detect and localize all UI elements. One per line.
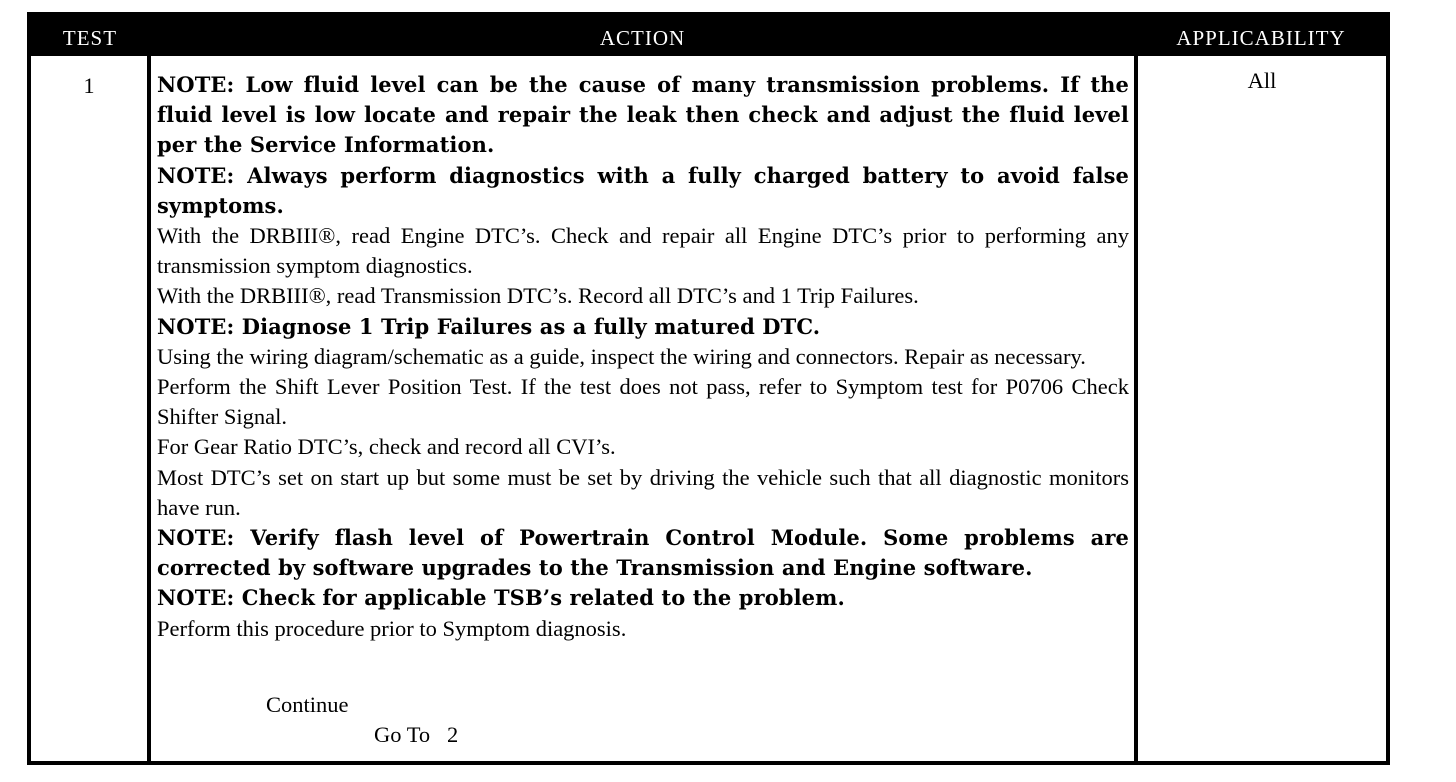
action-line-6: Using the wiring diagram/schematic as a guide, inspect the wiring and connectors. Repair as necessary. [157,343,1086,369]
action-line-1: NOTE: Low fluid level can be the cause of many transmission problems. If the fluid level is low locate and repair the leak then check and adjust the fluid level per the Service Information. [157,72,1129,158]
action-line-3: With the DRBIII®, read Engine DTC’s. Check and repair all Engine DTC’s prior to performing any transmission symptom diagnostics. [157,223,1129,279]
action-text [157,70,1129,644]
action-line-5: NOTE: Diagnose 1 Trip Failures as a fully matured DTC. [157,313,821,339]
action-line-7: Perform the Shift Lever Position Test. If the test does not pass, refer to Symptom test for P0706 Check Shifter Signal. [157,374,1129,430]
diagnostic-table [27,12,1390,765]
header-action: ACTION [599,26,686,50]
header-test: TEST [62,26,118,50]
applicability-value: All [1247,68,1277,93]
action-line-8: For Gear Ratio DTC’s, check and record all CVI’s. [157,434,616,460]
action-line-2: NOTE: Always perform diagnostics with a fully charged battery to avoid false symptoms. [157,162,1129,218]
result-continue: Continue [266,692,349,717]
action-line-10: NOTE: Verify flash level of Powertrain Control Module. Some problems are corrected by software upgrades to the Transmission and Engine software. [157,525,1129,581]
goto-step: Go To 2 [374,722,459,747]
table-header [31,16,1386,56]
column-divider-1 [147,56,151,761]
header-applicability: APPLICABILITY [1176,26,1346,50]
action-line-12: Perform this procedure prior to Symptom diagnosis. [157,615,627,641]
column-divider-2 [1134,56,1138,761]
action-line-4: With the DRBIII®, read Transmission DTC’s. Record all DTC’s and 1 Trip Failures. [157,283,919,309]
action-line-11: NOTE: Check for applicable TSB’s related to the problem. [157,585,845,611]
action-line-9: Most DTC’s set on start up but some must be set by driving the vehicle such that all diagnostic monitors have run. [157,464,1129,520]
test-number: 1 [83,73,95,98]
